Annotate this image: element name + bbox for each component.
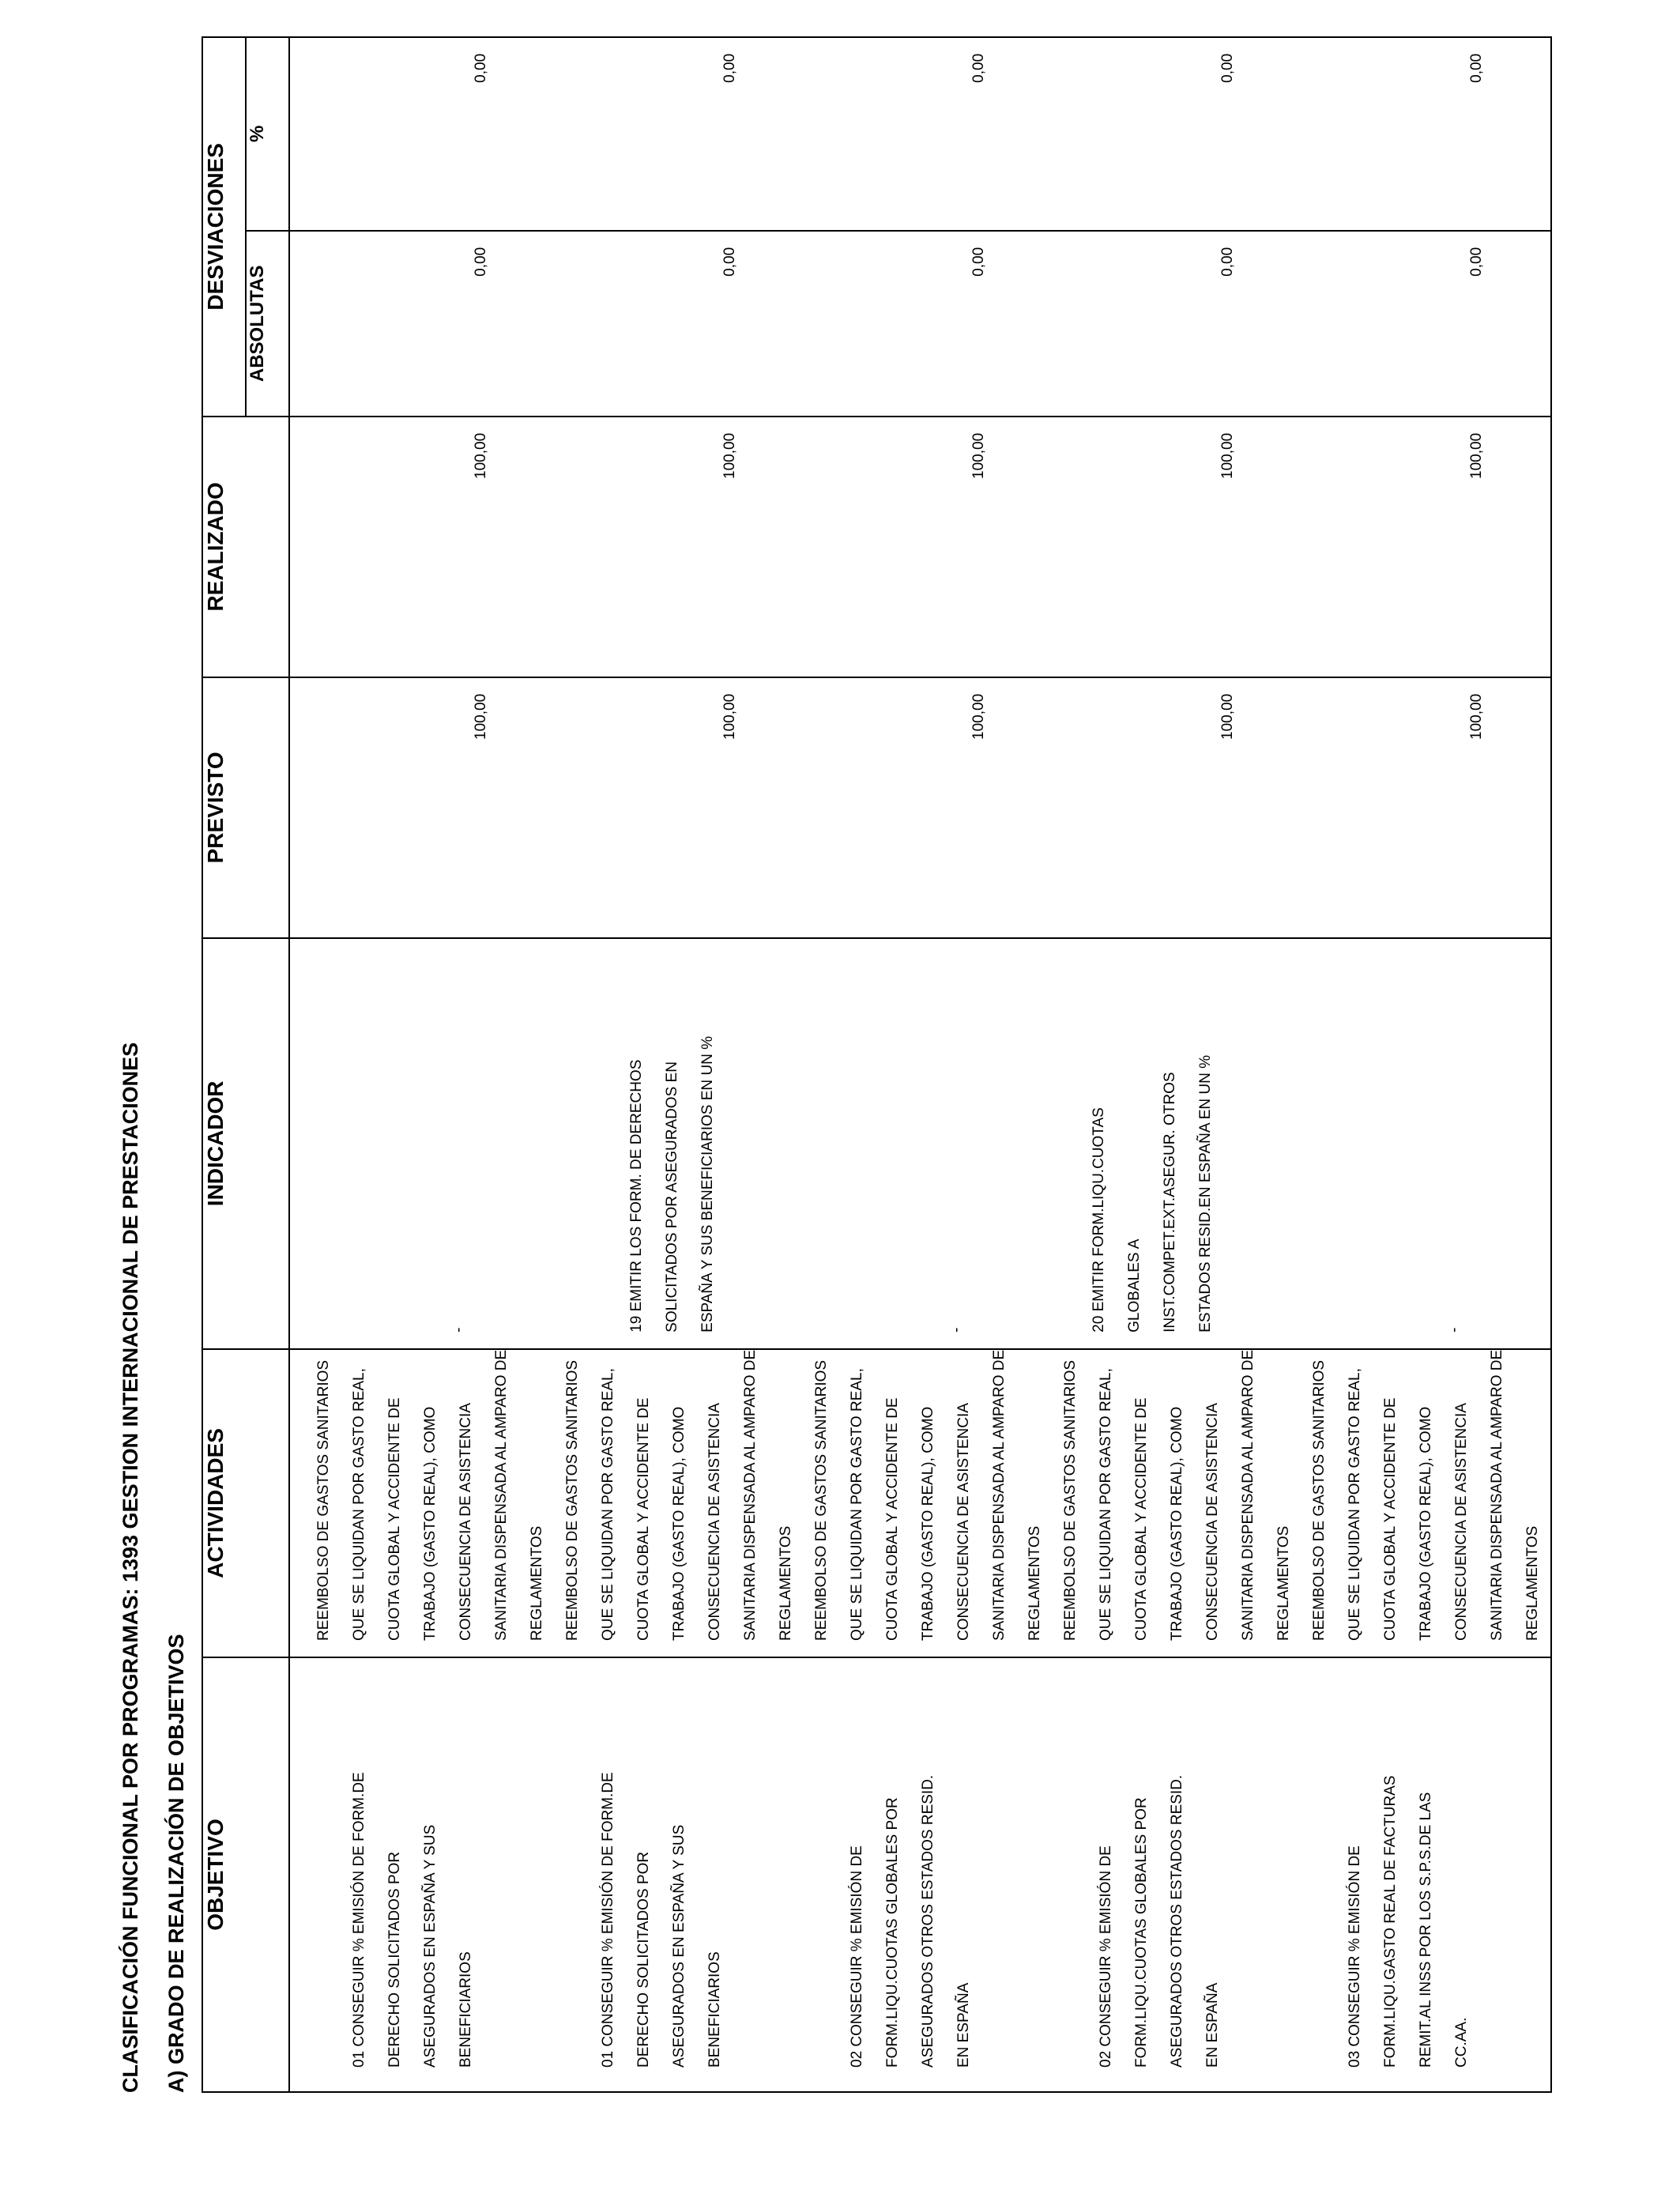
objetivo-line: ASEGURADOS EN ESPAÑA Y SUS: [671, 1824, 687, 2068]
indicador-column: [289, 938, 1551, 1349]
objetivo-cell: [1301, 1658, 1550, 2091]
actividades-line: QUE SE LIQUIDAN POR GASTO REAL,: [849, 1368, 865, 1641]
objetivo-line: DERECHO SOLICITADOS POR: [386, 1851, 403, 2068]
actividades-line: CUOTA GLOBAL Y ACCIDENTE DE: [386, 1397, 403, 1641]
actividades-line: REEMBOLSO DE GASTOS SANITARIOS: [1062, 1359, 1079, 1641]
actividades-line: REGLAMENTOS: [1524, 1525, 1541, 1641]
indicador-cell: [804, 939, 1053, 1348]
realizado-value: 100,00: [970, 432, 987, 479]
indicador-line: INST.COMPET.EXT.ASEGUR. OTROS: [1162, 1072, 1178, 1333]
actividades-line: REGLAMENTOS: [1275, 1525, 1292, 1641]
objetivo-line: 01 CONSEGUIR % EMISIÓN DE FORM.DE: [600, 1772, 616, 2068]
objetivo-line: 03 CONSEGUIR % EMISIÓN DE: [1347, 1845, 1363, 2068]
objetivo-line: FORM.LIQU.CUOTAS GLOBALES POR: [1133, 1797, 1150, 2068]
porcentaje-value: 0,00: [1468, 53, 1485, 83]
actividades-line: REGLAMENTOS: [778, 1525, 794, 1641]
actividades-cell: [1301, 1350, 1550, 1657]
actividades-line: CONSECUENCIA DE ASISTENCIA: [1453, 1403, 1470, 1641]
porcentaje-value: 0,00: [970, 53, 987, 83]
realizado-value: 100,00: [721, 432, 738, 479]
objetivo-cell: [306, 1658, 555, 2091]
objetivo-line: REMIT.AL INSS POR LOS S.P.S.DE LAS: [1418, 1792, 1434, 2068]
page-title: CLASIFICACIÓN FUNCIONAL POR PROGRAMAS: 1393 GESTION INTERNACIONAL DE PRESTACIONES: [119, 1042, 142, 2093]
header-realizado: REALIZADO: [202, 417, 289, 677]
objetivo-line: CC.AA.: [1453, 2017, 1470, 2068]
objetivo-line: DERECHO SOLICITADOS POR: [635, 1851, 652, 2068]
absolutas-value: 0,00: [1468, 247, 1485, 277]
actividades-line: CONSECUENCIA DE ASISTENCIA: [458, 1403, 474, 1641]
actividades-line: REEMBOLSO DE GASTOS SANITARIOS: [315, 1359, 332, 1641]
absolutas-value: 0,00: [1219, 247, 1236, 277]
header-objetivo: OBJETIVO: [202, 1657, 289, 2092]
actividades-line: SANITARIA DISPENSADA AL AMPARO DE: [1489, 1349, 1505, 1641]
realizado-value: 100,00: [1468, 432, 1485, 479]
objetivo-line: FORM.LIQU.CUOTAS GLOBALES POR: [884, 1797, 901, 2068]
actividades-line: REEMBOLSO DE GASTOS SANITARIOS: [564, 1359, 581, 1641]
actividades-line: QUE SE LIQUIDAN POR GASTO REAL,: [1098, 1368, 1114, 1641]
indicador-line: -: [948, 1327, 965, 1333]
objetivo-line: 02 CONSEGUIR % EMISIÓN DE: [849, 1845, 865, 2068]
actividades-line: TRABAJO (GASTO REAL), COMO: [1169, 1406, 1185, 1641]
previsto-value: 100,00: [970, 693, 987, 740]
actividades-line: QUE SE LIQUIDAN POR GASTO REAL,: [351, 1368, 367, 1641]
previsto-column: [289, 677, 1551, 938]
header-porcentaje: %: [246, 37, 289, 231]
actividades-cell: [306, 1350, 555, 1657]
absolutas-column: [289, 231, 1551, 417]
porcentaje-value: 0,00: [473, 53, 489, 83]
actividades-line: CONSECUENCIA DE ASISTENCIA: [1204, 1403, 1221, 1641]
realizado-value: 100,00: [473, 432, 489, 479]
objetivo-column: [289, 1657, 1551, 2092]
actividades-line: QUE SE LIQUIDAN POR GASTO REAL,: [600, 1368, 616, 1641]
objetivo-line: ASEGURADOS OTROS ESTADOS RESID.: [920, 1774, 936, 2068]
indicador-line: ESPAÑA Y SUS BENEFICIARIOS EN UN %: [699, 1036, 716, 1333]
indicador-cell: [1301, 939, 1550, 1348]
header-indicador: INDICADOR: [202, 938, 289, 1349]
objetivo-cell: [804, 1658, 1053, 2091]
objetivo-line: BENEFICIARIOS: [706, 1951, 723, 2068]
absolutas-value: 0,00: [970, 247, 987, 277]
actividades-column: [289, 1349, 1551, 1657]
indicador-line: ESTADOS RESID.EN ESPAÑA EN UN %: [1197, 1054, 1214, 1333]
absolutas-value: 0,00: [473, 247, 489, 277]
previsto-value: 100,00: [473, 693, 489, 740]
objetivo-line: BENEFICIARIOS: [458, 1951, 474, 2068]
actividades-line: CUOTA GLOBAL Y ACCIDENTE DE: [884, 1397, 901, 1641]
realizado-column: [289, 417, 1551, 677]
actividades-line: TRABAJO (GASTO REAL), COMO: [422, 1406, 439, 1641]
header-actividades: ACTIVIDADES: [202, 1349, 289, 1657]
actividades-line: SANITARIA DISPENSADA AL AMPARO DE: [991, 1349, 1008, 1641]
previsto-value: 100,00: [1219, 693, 1236, 740]
previsto-value: 100,00: [721, 693, 738, 740]
objetivo-cell: [1053, 1658, 1301, 2091]
actividades-line: REGLAMENTOS: [1026, 1525, 1043, 1641]
objetivo-cell: [555, 1658, 804, 2091]
previsto-value: 100,00: [1468, 693, 1485, 740]
indicador-cell: [555, 939, 804, 1348]
realizado-value: 100,00: [1219, 432, 1236, 479]
objetivo-line: 02 CONSEGUIR % EMISIÓN DE: [1098, 1845, 1114, 2068]
actividades-line: SANITARIA DISPENSADA AL AMPARO DE: [493, 1349, 510, 1641]
indicador-line: -: [450, 1327, 467, 1333]
indicador-cell: [306, 939, 555, 1348]
objetivo-line: ASEGURADOS EN ESPAÑA Y SUS: [422, 1824, 439, 2068]
indicador-cell: [1053, 939, 1301, 1348]
indicador-line: -: [1446, 1327, 1463, 1333]
header-absolutas: ABSOLUTAS: [246, 231, 289, 417]
actividades-line: TRABAJO (GASTO REAL), COMO: [671, 1406, 687, 1641]
actividades-line: CUOTA GLOBAL Y ACCIDENTE DE: [635, 1397, 652, 1641]
indicador-line: 20 EMITIR FORM.LIQU.CUOTAS: [1090, 1107, 1107, 1333]
porcentaje-column: [289, 37, 1551, 231]
porcentaje-value: 0,00: [721, 53, 738, 83]
actividades-cell: [1053, 1350, 1301, 1657]
actividades-line: CONSECUENCIA DE ASISTENCIA: [955, 1403, 972, 1641]
actividades-line: SANITARIA DISPENSADA AL AMPARO DE: [742, 1349, 759, 1641]
objetivo-line: ASEGURADOS OTROS ESTADOS RESID.: [1169, 1774, 1185, 2068]
indicador-line: 19 EMITIR LOS FORM. DE DERECHOS: [628, 1059, 645, 1333]
objectives-table: [202, 36, 1552, 2093]
section-title: A) GRADO DE REALIZACIÓN DE OBJETIVOS: [164, 1634, 188, 2093]
actividades-line: SANITARIA DISPENSADA AL AMPARO DE: [1240, 1349, 1256, 1641]
actividades-cell: [555, 1350, 804, 1657]
actividades-line: TRABAJO (GASTO REAL), COMO: [1418, 1406, 1434, 1641]
indicador-line: SOLICITADOS POR ASEGURADOS EN: [664, 1061, 680, 1333]
header-previsto: PREVISTO: [202, 677, 289, 938]
indicador-line: GLOBALES A: [1126, 1238, 1143, 1333]
actividades-line: QUE SE LIQUIDAN POR GASTO REAL,: [1347, 1368, 1363, 1641]
actividades-line: REEMBOLSO DE GASTOS SANITARIOS: [813, 1359, 830, 1641]
header-desviaciones: DESVIACIONES: [202, 37, 246, 417]
actividades-line: CONSECUENCIA DE ASISTENCIA: [706, 1403, 723, 1641]
actividades-line: TRABAJO (GASTO REAL), COMO: [920, 1406, 936, 1641]
absolutas-value: 0,00: [721, 247, 738, 277]
actividades-line: REGLAMENTOS: [529, 1525, 545, 1641]
objetivo-line: FORM.LIQU.GASTO REAL DE FACTURAS: [1382, 1775, 1399, 2068]
objetivo-line: EN ESPAÑA: [955, 1982, 972, 2068]
actividades-cell: [804, 1350, 1053, 1657]
actividades-line: REEMBOLSO DE GASTOS SANITARIOS: [1311, 1359, 1328, 1641]
objetivo-line: 01 CONSEGUIR % EMISIÓN DE FORM.DE: [351, 1772, 367, 2068]
objetivo-line: EN ESPAÑA: [1204, 1982, 1221, 2068]
actividades-line: CUOTA GLOBAL Y ACCIDENTE DE: [1382, 1397, 1399, 1641]
actividades-line: CUOTA GLOBAL Y ACCIDENTE DE: [1133, 1397, 1150, 1641]
porcentaje-value: 0,00: [1219, 53, 1236, 83]
